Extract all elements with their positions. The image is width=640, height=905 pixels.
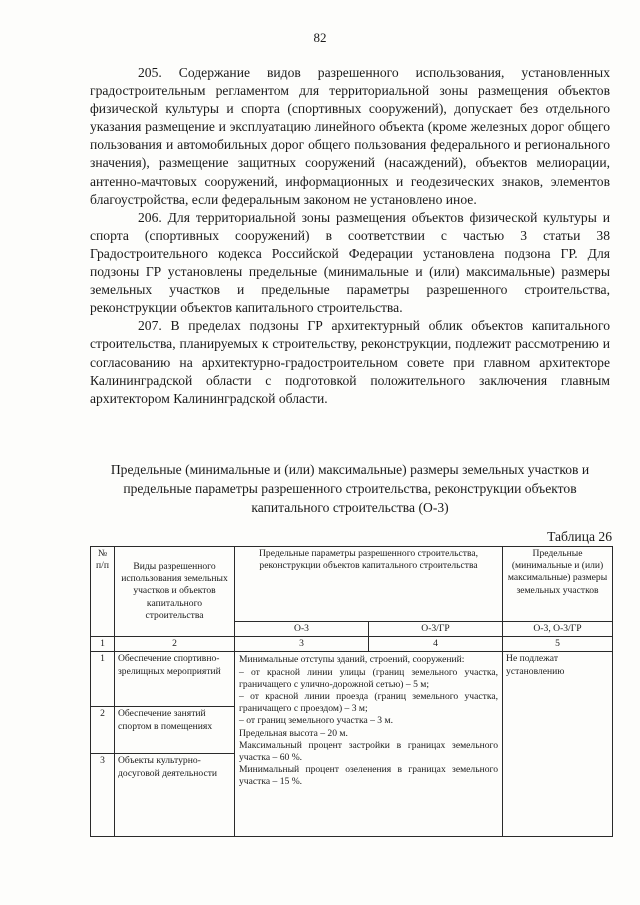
requirement-item: – от красной линии проезда (границ земельного участка, граничащего с проездом) – 3 м; (239, 691, 499, 715)
col-number: 2 (115, 637, 235, 652)
requirement-item: – от красной линии улицы (границ земельного участка, граничащего с улично-дорожной сетью) – 5 м; (239, 666, 499, 690)
col-number: 3 (235, 637, 369, 652)
body-text (90, 64, 610, 408)
header-sub-o3gr: О-3/ГР (369, 622, 503, 637)
requirement-item: Минимальный процент озеленения в границах земельного участка – 15 %. (239, 764, 499, 788)
col-number: 4 (369, 637, 503, 652)
requirement-item: Максимальный процент застройки в границах земельного участка – 60 %. (239, 739, 499, 764)
requirements-cell (235, 652, 503, 837)
paragraph-207: 207. В пределах подзоны ГР архитектурный облик объектов капитального строительства, планируемых к строительству, реконструкции, подлежит рассмотрению и согласованию на архитектурно-градостроительном совете при главном архитекторе Калининградской области с подготовкой положительного заключения главным архитектором Калининградской области. (90, 318, 610, 406)
table-row (91, 652, 613, 707)
table-caption: Таблица 26 (547, 529, 612, 544)
header-num: № п/п (91, 547, 115, 637)
row-type: Объекты культурно-досуговой деятельности (115, 754, 235, 837)
header-sizes: Предельные (минимальные и (или) максимальные) размеры земельных участков (503, 547, 613, 622)
paragraph-205: 205. Содержание видов разрешенного использования, установленных градостроительным регламентом для территориальной зоны размещения объектов физической культуры и спорта (спортивных сооружений), допускает без отдельного указания размещение и эксплуатацию линейного объекта (кроме железных дорог общего пользования и автомобильных дорог общего пользования федерального и регионального значения), размещение защитных сооружений (насаждений), объектов мелиорации, антенно-мачтовых сооружений, информационных и геодезических знаков, элементов благоустройства, если федеральным законом не установлено иное. (90, 65, 610, 207)
row-num: 3 (91, 754, 115, 837)
page-number: 82 (313, 30, 327, 45)
header-types: Виды разрешенного использования земельных участков и объектов капитального строительства (115, 547, 235, 637)
requirement-item: Минимальные отступы зданий, строений, сооружений: (239, 654, 465, 666)
header-sub-o3: О-3 (235, 622, 369, 637)
sizes-value: Не подлежат установлению (503, 652, 613, 837)
col-number: 5 (503, 637, 613, 652)
requirement-item: Предельная высота – 20 м. (239, 727, 348, 739)
col-number: 1 (91, 637, 115, 652)
section-heading: Предельные (минимальные и (или) максимальные) размеры земельных участков и предельные параметры разрешенного строительства, реконструкции объектов капитального строительства (О-3) (110, 462, 590, 515)
row-type: Обеспечение спортивно-зрелищных мероприятий (115, 652, 235, 707)
paragraph-206: 206. Для территориальной зоны размещения объектов физической культуры и спорта (спортивных сооружений) в соответствии с частью 3 статьи 38 Градостроительного кодекса Российской Федерации установлена подзона ГР. Для подзоны ГР установлены предельные (минимальные и (или) максимальные) размеры земельных участков и предельные параметры разрешенного строительства, реконструкции объектов капитального строительства. (90, 209, 610, 316)
row-num: 1 (91, 652, 115, 707)
header-sub-sizes: О-3, О-3/ГР (503, 622, 613, 637)
table-header-row (91, 547, 613, 622)
requirement-item: – от границ земельного участка – 3 м. (239, 715, 393, 727)
column-numbers-row (91, 637, 613, 652)
row-num: 2 (91, 707, 115, 754)
header-params: Предельные параметры разрешенного строительства, реконструкции объектов капитального строительства (235, 547, 503, 622)
row-type: Обеспечение занятий спортом в помещениях (115, 707, 235, 754)
zoning-table (90, 546, 613, 837)
